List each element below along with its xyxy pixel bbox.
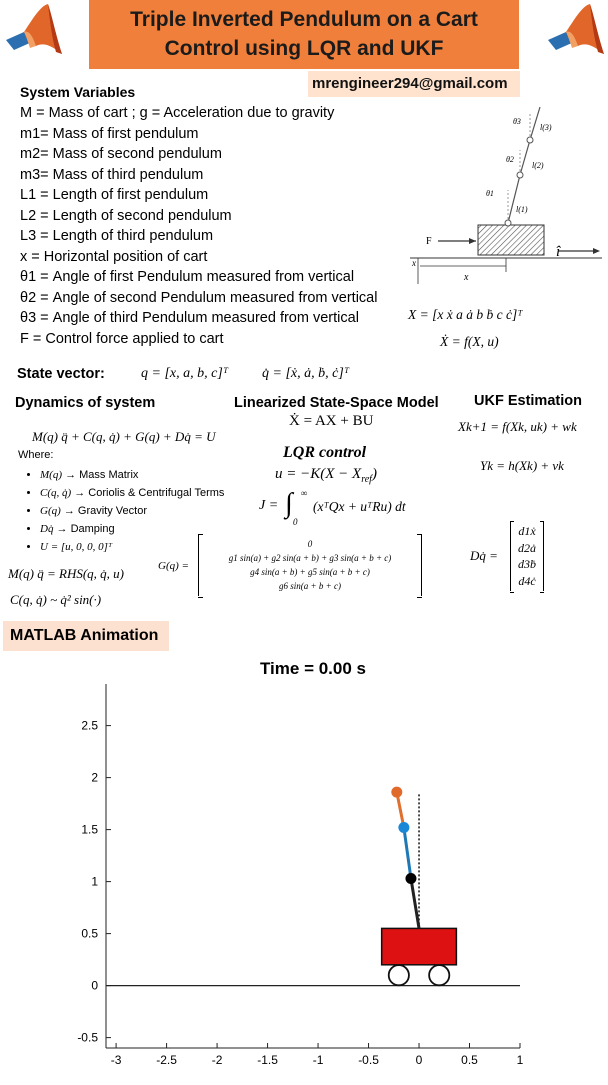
- term-symbol: U = [u, 0, 0, 0]ᵀ: [40, 541, 113, 553]
- x-tick-label: -3: [110, 1053, 122, 1067]
- cart-wheel: [389, 965, 409, 985]
- ukf-title: UKF Estimation: [474, 393, 582, 409]
- x-tick-label: -0.5: [358, 1053, 379, 1067]
- variable-item: θ3 = Angle of third Pendulum measured from vertical: [20, 310, 359, 326]
- where-label: Where:: [18, 449, 54, 461]
- state-definition: X = [x ẋ a ȧ b ḃ c ċ]ᵀ: [408, 307, 523, 322]
- damping-matrix: [510, 521, 544, 591]
- title-line-2: Control using LQR and UKF: [164, 37, 444, 60]
- damping-row: d1ẋ: [518, 524, 536, 538]
- x-tick-label: 1: [516, 1053, 524, 1067]
- gravity-row: g1 sin(a) + g2 sin(a + b) + g3 sin(a + b + c): [228, 553, 392, 563]
- term-symbol: G(q): [40, 505, 61, 517]
- x-tick-label: -2.5: [156, 1053, 177, 1067]
- theta1-label: θ1: [486, 189, 494, 198]
- q-dot-vector: q̇ = [ẋ, ȧ, ḃ, ċ]ᵀ: [262, 366, 350, 381]
- y-tick-label: 0.5: [81, 926, 98, 941]
- gravity-row: g6 sin(a + b + c): [279, 581, 341, 591]
- y-tick-label: 0: [91, 978, 98, 993]
- x-tick-label: -1.5: [257, 1053, 278, 1067]
- x-tick-label: 0.5: [461, 1053, 478, 1067]
- term-item: [40, 502, 224, 520]
- page-title: [89, 5, 519, 63]
- x-tick-label: 0: [415, 1053, 423, 1067]
- state-vector-label: State vector:: [17, 366, 105, 382]
- variable-item: x = Horizontal position of cart: [20, 248, 208, 265]
- l1-label: l(1): [516, 205, 528, 214]
- term-item: [40, 520, 224, 538]
- dynamics-equation: M(q) q̈ + C(q, q̇) + G(q) + Dq̇ = U: [32, 429, 216, 444]
- damping-row: d2ȧ: [518, 540, 536, 555]
- y-tick-label: 2.5: [81, 718, 98, 733]
- term-item: [40, 466, 224, 484]
- term-description: → Coriolis & Centrifugal Terms: [74, 487, 225, 499]
- matlab-logo-left-icon: [2, 2, 64, 64]
- q-vector: q = [x, a, b, c]ᵀ: [141, 366, 229, 381]
- cart-box: [478, 225, 544, 255]
- variable-item: θ2 = Angle of second Pendulum measured from vertical: [20, 289, 378, 306]
- plot-title: Time = 0.00 s: [259, 659, 367, 678]
- variable-item: M = Mass of cart ; g = Acceleration due to gravity: [20, 105, 335, 121]
- term-item: [40, 538, 224, 556]
- integral-sign: ∫: [285, 488, 293, 519]
- state-space-equation: Ẋ = AX + BU: [289, 413, 374, 429]
- y-tick-label: 2: [91, 770, 98, 785]
- ukf-measurement-equation: Yk = h(Xk) + vk: [480, 458, 564, 473]
- theta3-label: θ3: [513, 117, 521, 126]
- state-dynamics: Ẋ = f(X, u): [440, 334, 499, 349]
- l2-label: l(2): [532, 161, 544, 170]
- integral-upper: ∞: [301, 488, 308, 498]
- title-line-1: Triple Inverted Pendulum on a Cart: [130, 8, 478, 31]
- y-tick-label: 1.5: [81, 822, 98, 837]
- variable-item: m1= Mass of first pendulum: [20, 125, 199, 142]
- email-address[interactable]: mrengineer294@gmail.com: [312, 75, 508, 92]
- term-description: → Mass Matrix: [65, 469, 139, 481]
- variable-item: m2= Mass of second pendulum: [20, 146, 222, 162]
- lqr-law: $u = -K(X - X_{ref})$: [275, 466, 377, 485]
- origin-x-label: x: [412, 258, 416, 268]
- coriolis-approx: C(q, q̇) ~ q̇² sin(·): [10, 592, 102, 607]
- cart-wheel: [429, 965, 449, 985]
- gravity-matrix: [198, 534, 422, 596]
- pendulum-plot: [0, 652, 608, 1080]
- y-tick-label: 1: [91, 874, 98, 889]
- gravity-row: 0: [307, 539, 313, 549]
- y-tick-label: -0.5: [77, 1030, 98, 1045]
- gravity-row: g4 sin(a + b) + g5 sin(a + b + c): [250, 567, 370, 577]
- term-symbol: Dq̇: [40, 523, 54, 535]
- lqr-title: LQR control: [283, 444, 367, 461]
- term-item: [40, 484, 224, 502]
- variable-item: m3= Mass of third pendulum: [20, 166, 204, 183]
- pendulum-mass: [405, 873, 416, 884]
- x-tick-label: -1: [312, 1053, 324, 1067]
- variable-item: L2 = Length of second pendulum: [20, 207, 232, 224]
- ukf-process-equation: Xk+1 = f(Xk, uk) + wk: [458, 419, 577, 434]
- variable-item: θ1 = Angle of first Pendulum measured from vertical: [20, 269, 355, 285]
- x-tick-label: -2: [211, 1053, 223, 1067]
- pendulum-link: [411, 878, 419, 928]
- linearized-title: Linearized State-Space Model: [234, 395, 439, 411]
- term-description: → Gravity Vector: [63, 505, 147, 517]
- lqr-cost-lhs: J =: [259, 498, 279, 513]
- rhs-equation: M(q) q̈ = RHS(q, q̇, u): [8, 566, 124, 581]
- theta2-label: θ2: [506, 155, 514, 164]
- dynamics-title: Dynamics of system: [15, 395, 156, 411]
- integral-lower: 0: [293, 517, 298, 527]
- animation-section-label: MATLAB Animation: [10, 627, 159, 644]
- term-symbol: C(q, q̇): [40, 487, 72, 499]
- pendulum-diagram: [408, 100, 604, 295]
- pendulum-link: [404, 828, 411, 879]
- variable-item: F = Control force applied to cart: [20, 330, 224, 347]
- animation-figure: [0, 652, 608, 1080]
- damping-row: d3ḃ: [518, 557, 536, 571]
- variable-item: L3 = Length of third pendulum: [20, 228, 214, 244]
- position-label: x: [464, 272, 469, 283]
- system-variables-title: System Variables: [20, 84, 136, 100]
- gravity-vector-lhs: G(q) =: [158, 560, 189, 572]
- cart-body: [382, 928, 457, 964]
- pendulum-mass: [398, 822, 409, 833]
- matlab-logo-right-icon: [544, 2, 606, 64]
- damping-row: d4ċ: [518, 573, 536, 588]
- damping-lhs: Dq̇ =: [470, 548, 498, 563]
- force-label: F: [426, 236, 432, 247]
- system-variables-list: [20, 103, 377, 349]
- pendulum-mass: [391, 787, 402, 798]
- dynamics-terms-list: [20, 466, 224, 556]
- term-description: → Damping: [56, 523, 115, 535]
- unit-vector-label: î: [556, 244, 561, 260]
- variable-item: L1 = Length of first pendulum: [20, 187, 209, 203]
- lqr-cost-integrand: (xᵀQx + uᵀRu) dt: [313, 499, 406, 514]
- l3-label: l(3): [540, 123, 552, 132]
- term-symbol: M(q): [40, 469, 62, 481]
